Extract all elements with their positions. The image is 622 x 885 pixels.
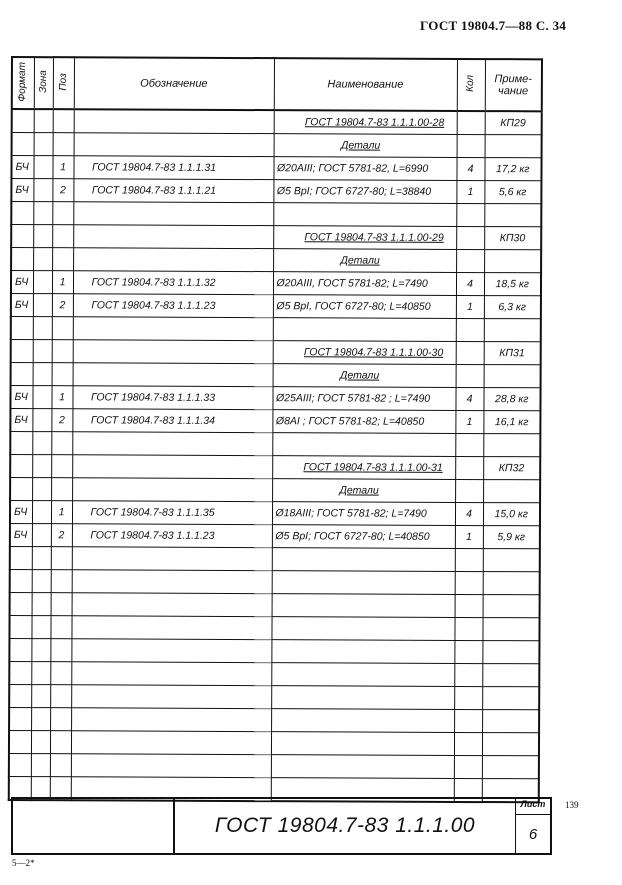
cell-note: 17,2 кг (484, 158, 541, 181)
cell-pos (51, 570, 72, 593)
header-name: Наименование (274, 58, 457, 111)
specification-table (8, 56, 543, 803)
cell-zone (33, 202, 52, 225)
cell-qty: 4 (455, 502, 483, 525)
cell-format (11, 248, 33, 271)
cell-designation (72, 478, 272, 502)
cell-note (485, 135, 542, 158)
cell-pos (52, 248, 73, 271)
cell-note: КП29 (485, 111, 542, 135)
table-row (12, 109, 542, 135)
table-row (11, 340, 541, 365)
header-pos-label: Поз (57, 73, 69, 91)
cell-zone (34, 109, 53, 133)
cell-pos (50, 616, 71, 639)
cell-name: ГОСТ 19804.7-83 1.1.1.00-28 (274, 110, 457, 134)
table-row (10, 501, 540, 526)
cell-designation (74, 133, 274, 157)
cell-zone (33, 179, 52, 202)
cell-qty (455, 571, 483, 594)
cell-note: 28,8 кг (483, 388, 540, 411)
cell-pos: 2 (52, 294, 73, 317)
cell-qty (456, 226, 484, 249)
cell-zone (32, 547, 51, 570)
cell-designation (73, 225, 273, 249)
cell-name: ГОСТ 19804.7-83 1.1.1.00-31 (272, 456, 455, 480)
cell-qty: 4 (456, 157, 484, 180)
cell-designation (71, 731, 271, 755)
cell-pos (50, 708, 71, 731)
cell-qty (454, 617, 482, 640)
cell-pos (50, 754, 71, 777)
cell-zone (31, 616, 50, 639)
table-header (12, 57, 542, 111)
cell-format: БЧ (11, 156, 33, 179)
cell-name (273, 203, 456, 227)
cell-zone (32, 593, 51, 616)
cell-designation (73, 202, 273, 226)
cell-name: Детали (273, 249, 456, 273)
table-row (9, 753, 539, 778)
cell-pos: 1 (52, 271, 73, 294)
cell-pos (53, 133, 74, 156)
table-row (11, 179, 541, 204)
page-number: 139 (565, 800, 579, 810)
cell-note: КП32 (483, 457, 540, 480)
cell-pos (52, 202, 73, 225)
table-row (10, 455, 540, 480)
cell-pos: 2 (51, 524, 72, 547)
cell-designation (71, 685, 271, 709)
cell-note (483, 434, 540, 457)
table-row (10, 569, 540, 594)
cell-zone (32, 501, 51, 524)
cell-format: БЧ (10, 386, 32, 409)
cell-designation (71, 754, 271, 778)
title-block (11, 797, 552, 855)
cell-zone (33, 156, 52, 179)
cell-designation (71, 616, 271, 640)
cell-format (11, 340, 33, 363)
cell-designation (73, 317, 273, 341)
table-row (10, 432, 540, 457)
cell-qty (456, 341, 484, 364)
cell-pos: 1 (51, 386, 72, 409)
cell-zone (33, 271, 52, 294)
cell-name: Ø25АIII; ГОСТ 5781-82 ; L=7490 (272, 387, 455, 411)
sheet-number: 6 (528, 825, 538, 843)
cell-designation (74, 109, 274, 133)
cell-note (483, 549, 540, 572)
cell-designation: ГОСТ 19804.7-83 1.1.1.33 (72, 386, 272, 410)
cell-qty: 4 (455, 387, 483, 410)
footnote: 5—2* (12, 858, 35, 868)
cell-designation (73, 340, 273, 364)
cell-name (271, 663, 454, 687)
cell-name: Ø20АIII, ГОСТ 5781-82; L=7490 (273, 272, 456, 296)
cell-pos (51, 547, 72, 570)
cell-note (482, 733, 539, 756)
table-row (11, 248, 541, 273)
cell-designation (72, 432, 272, 456)
cell-qty (457, 134, 485, 157)
cell-designation (71, 639, 271, 663)
cell-note: КП31 (484, 342, 541, 365)
table-row (10, 592, 540, 617)
table-row (10, 478, 540, 503)
cell-designation: ГОСТ 19804.7-83 1.1.1.23 (73, 294, 273, 318)
cell-note: КП30 (484, 227, 541, 250)
table-row (10, 386, 540, 411)
header-format (12, 57, 34, 109)
cell-designation (72, 455, 272, 479)
cell-name: ГОСТ 19804.7-83 1.1.1.00-29 (273, 226, 456, 250)
cell-designation: ГОСТ 19804.7-83 1.1.1.31 (73, 156, 273, 180)
cell-qty (456, 203, 484, 226)
table-row (11, 363, 541, 388)
cell-zone (33, 317, 52, 340)
cell-name: Ø8АI ; ГОСТ 5781-82; L=40850 (272, 410, 455, 434)
table-row (9, 730, 539, 755)
cell-zone (32, 386, 51, 409)
cell-format (9, 753, 31, 776)
title-block-designation: ГОСТ 19804.7-83 1.1.1.00 (214, 814, 476, 837)
cell-zone (32, 570, 51, 593)
cell-note (482, 618, 539, 641)
cell-note (484, 204, 541, 227)
table-row (11, 317, 541, 342)
table-row (11, 271, 541, 296)
cell-qty (457, 111, 485, 135)
cell-note (482, 687, 539, 710)
cell-zone (33, 248, 52, 271)
cell-zone (31, 685, 50, 708)
header-zone-label: Зона (37, 70, 49, 94)
cell-name (271, 686, 454, 710)
cell-note: 15,0 кг (483, 503, 540, 526)
cell-qty (456, 364, 484, 387)
cell-format: БЧ (11, 179, 33, 202)
cell-name: Ø5 ВрI; ГОСТ 6727-80; L=40850 (272, 525, 455, 549)
cell-format (11, 317, 33, 340)
cell-name: Детали (272, 479, 455, 503)
cell-name (272, 548, 455, 572)
cell-note (484, 365, 541, 388)
table-row (10, 546, 540, 571)
cell-qty (455, 548, 483, 571)
table-row (11, 156, 541, 181)
header-qty (457, 59, 485, 111)
cell-name (271, 640, 454, 664)
table-row (9, 684, 539, 709)
cell-zone (32, 478, 51, 501)
cell-format (10, 478, 32, 501)
cell-qty (456, 249, 484, 272)
cell-name: Ø5 ВрI; ГОСТ 6727-80; L=38840 (273, 180, 456, 204)
cell-qty (454, 640, 482, 663)
table-row (9, 615, 539, 640)
cell-pos (52, 363, 73, 386)
table-body (9, 109, 542, 802)
cell-format (10, 592, 32, 615)
table-row (12, 133, 542, 158)
cell-designation: ГОСТ 19804.7-83 1.1.1.34 (72, 409, 272, 433)
table-row (11, 225, 541, 250)
cell-name: Ø5 ВрI, ГОСТ 6727-80; L=40850 (273, 295, 456, 319)
cell-designation: ГОСТ 19804.7-83 1.1.1.21 (73, 179, 273, 203)
cell-format (11, 363, 33, 386)
header-format-label: Формат (17, 61, 29, 102)
cell-qty (455, 456, 483, 479)
cell-format (9, 615, 31, 638)
cell-name (271, 755, 454, 779)
table-row (11, 294, 541, 319)
sheet-box (515, 799, 550, 853)
header-note: Приме-чание (485, 59, 542, 111)
cell-pos (50, 639, 71, 662)
cell-designation: ГОСТ 19804.7-83 1.1.1.23 (72, 524, 272, 548)
cell-zone (33, 340, 52, 363)
cell-pos (50, 685, 71, 708)
cell-note (482, 756, 539, 779)
cell-zone (31, 708, 50, 731)
cell-name (273, 318, 456, 342)
table-row (11, 202, 541, 227)
cell-designation: ГОСТ 19804.7-83 1.1.1.35 (72, 501, 272, 525)
header-pos (53, 57, 74, 109)
cell-zone (33, 225, 52, 248)
cell-format (9, 707, 31, 730)
cell-designation (71, 708, 271, 732)
cell-zone (33, 294, 52, 317)
cell-pos: 2 (51, 409, 72, 432)
cell-name (271, 709, 454, 733)
header-qty-label: Кол (464, 75, 476, 92)
cell-note (482, 664, 539, 687)
cell-note (483, 480, 540, 503)
header-zone (34, 57, 53, 109)
title-block-blank (13, 799, 175, 853)
cell-pos (52, 317, 73, 340)
cell-note: 5,9 кг (483, 526, 540, 549)
cell-designation (72, 593, 272, 617)
cell-qty (455, 479, 483, 502)
cell-pos (52, 225, 73, 248)
cell-qty (454, 686, 482, 709)
cell-zone (32, 432, 51, 455)
cell-designation: ГОСТ 19804.7-83 1.1.1.32 (73, 271, 273, 295)
cell-qty (454, 732, 482, 755)
cell-zone (32, 409, 51, 432)
cell-name: Ø18АIII; ГОСТ 5781-82; L=7490 (272, 502, 455, 526)
cell-pos: 1 (52, 156, 73, 179)
cell-designation (73, 363, 273, 387)
cell-name (272, 571, 455, 595)
cell-zone (31, 639, 50, 662)
cell-qty: 4 (456, 272, 484, 295)
cell-note: 5,6 кг (484, 181, 541, 204)
cell-format (12, 109, 34, 133)
cell-designation (72, 547, 272, 571)
table-row (9, 638, 539, 663)
cell-pos (50, 662, 71, 685)
cell-format (9, 638, 31, 661)
cell-qty: 1 (455, 525, 483, 548)
cell-zone (34, 133, 53, 156)
cell-qty (454, 755, 482, 778)
cell-qty: 1 (456, 295, 484, 318)
cell-note (484, 250, 541, 273)
cell-qty (455, 433, 483, 456)
cell-pos (51, 432, 72, 455)
cell-format (12, 133, 34, 156)
sheet-label: Лист (516, 799, 550, 815)
cell-pos (50, 731, 71, 754)
cell-designation (73, 248, 273, 272)
table-row (9, 707, 539, 732)
cell-pos: 2 (52, 179, 73, 202)
cell-name: Детали (274, 134, 457, 158)
cell-name (272, 433, 455, 457)
cell-name: Ø20АIII; ГОСТ 5781-82, L=6990 (273, 157, 456, 181)
cell-name (272, 594, 455, 618)
cell-qty: 1 (455, 410, 483, 433)
header-designation: Обозначение (74, 57, 274, 110)
cell-zone (31, 731, 50, 754)
cell-designation (71, 662, 271, 686)
cell-format: БЧ (10, 409, 32, 432)
cell-format: БЧ (11, 294, 33, 317)
cell-note (483, 595, 540, 618)
cell-format (10, 569, 32, 592)
cell-format (9, 730, 31, 753)
cell-pos (52, 340, 73, 363)
cell-format (10, 455, 32, 478)
cell-note: 16,1 кг (483, 411, 540, 434)
cell-zone (31, 662, 50, 685)
cell-format (9, 684, 31, 707)
cell-format (10, 546, 32, 569)
cell-note (483, 572, 540, 595)
cell-name: Детали (273, 364, 456, 388)
cell-designation (72, 570, 272, 594)
cell-note: 6,3 кг (484, 296, 541, 319)
cell-qty: 1 (456, 180, 484, 203)
table-row (10, 523, 540, 548)
cell-name (271, 617, 454, 641)
cell-format (11, 202, 33, 225)
cell-note (482, 710, 539, 733)
cell-format (10, 432, 32, 455)
cell-name: ГОСТ 19804.7-83 1.1.1.00-30 (273, 341, 456, 365)
cell-format (11, 225, 33, 248)
cell-name (271, 732, 454, 756)
cell-zone (32, 455, 51, 478)
cell-qty (454, 663, 482, 686)
cell-zone (33, 363, 52, 386)
cell-pos (51, 593, 72, 616)
cell-pos (51, 455, 72, 478)
cell-format: БЧ (11, 271, 33, 294)
table-row (10, 409, 540, 434)
cell-zone (31, 754, 50, 777)
cell-qty (456, 318, 484, 341)
table-row (9, 661, 539, 686)
cell-format (9, 661, 31, 684)
cell-qty (454, 709, 482, 732)
cell-note (482, 641, 539, 664)
cell-format: БЧ (10, 523, 32, 546)
cell-pos (53, 109, 74, 133)
page-header: ГОСТ 19804.7—88 С. 34 (420, 18, 567, 33)
cell-note (484, 319, 541, 342)
cell-format: БЧ (10, 501, 32, 524)
cell-pos: 1 (51, 501, 72, 524)
cell-qty (455, 594, 483, 617)
cell-pos (51, 478, 72, 501)
cell-zone (32, 524, 51, 547)
cell-note: 18,5 кг (484, 273, 541, 296)
